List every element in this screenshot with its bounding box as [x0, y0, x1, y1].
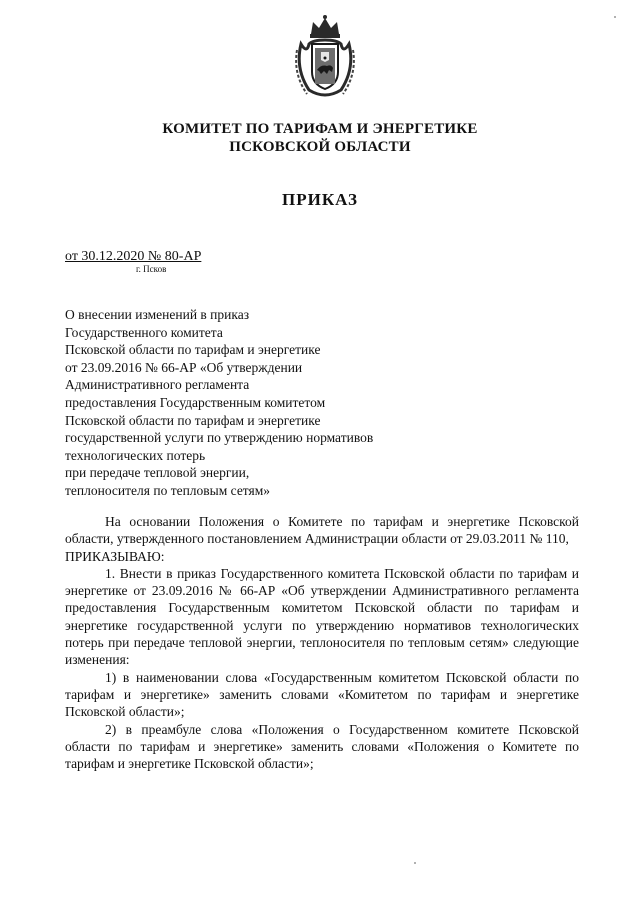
issuing-organization	[0, 120, 640, 156]
basis-paragraph: На основании Положения о Комитете по тарифам и энергетике Псковской области, утвержденного постановлением Администрации области от 29.03.2011 № 110,	[65, 514, 579, 547]
org-name-line2: ПСКОВСКОЙ ОБЛАСТИ	[229, 139, 411, 155]
scan-speck	[614, 16, 616, 18]
coat-of-arms-emblem	[291, 14, 359, 98]
subject-line: Государственного комитета	[65, 324, 223, 340]
subject-line: О внесении изменений в приказ	[65, 307, 250, 322]
document-type-title: ПРИКАЗ	[282, 190, 358, 209]
item-1-paragraph: 1. Внести в приказ Государственного комитета Псковской области по тарифам и энергетике от 23.09.2016 № 66-АР «Об утверждении Административного регламента предоставления Государственным комитетом Псковской области по тарифам и энергетике государственной услуги по утверждению нормативов технологических потерь при передаче тепловой энергии, теплоносителя по тепловым сетям» следующие изменения:	[65, 565, 579, 668]
scan-speck	[414, 862, 416, 864]
document-body	[65, 513, 579, 772]
subject-line: предоставления Государственным комитетом	[65, 394, 326, 410]
order-word: ПРИКАЗЫВАЮ:	[65, 548, 165, 564]
date-number: от 30.12.2020 № 80-АР	[65, 249, 202, 264]
subject-line: Псковской области по тарифам и энергетике	[65, 412, 321, 428]
subject-line: при передаче тепловой энергии,	[65, 465, 250, 481]
subitem-1-paragraph: 1) в наименовании слова «Государственным комитетом Псковской области по тарифам и энергетике» заменить словами «Комитетом по тарифам и энергетике Псковской области»;	[65, 669, 579, 720]
subject-line: Псковской области по тарифам и энергетике	[65, 342, 321, 358]
subitem-2-paragraph: 2) в преамбуле слова «Положения о Государственном комитете Псковской области по тарифам и энергетике» заменить словами «Положения о Комитете по тарифам и энергетике Псковской области»;	[65, 721, 579, 772]
org-name-line1: КОМИТЕТ ПО ТАРИФАМ И ЭНЕРГЕТИКЕ	[162, 121, 478, 137]
city: г. Псков	[136, 264, 167, 274]
subject-line: от 23.09.2016 № 66-АР «Об утверждении	[65, 359, 303, 375]
subject-line: Административного регламента	[65, 377, 250, 393]
subject-line: теплоносителя по тепловым сетям»	[65, 482, 271, 498]
subject-line: технологических потерь	[65, 447, 206, 463]
subject-line: государственной услуги по утверждению нормативов	[65, 430, 374, 446]
document-subject	[65, 306, 465, 500]
